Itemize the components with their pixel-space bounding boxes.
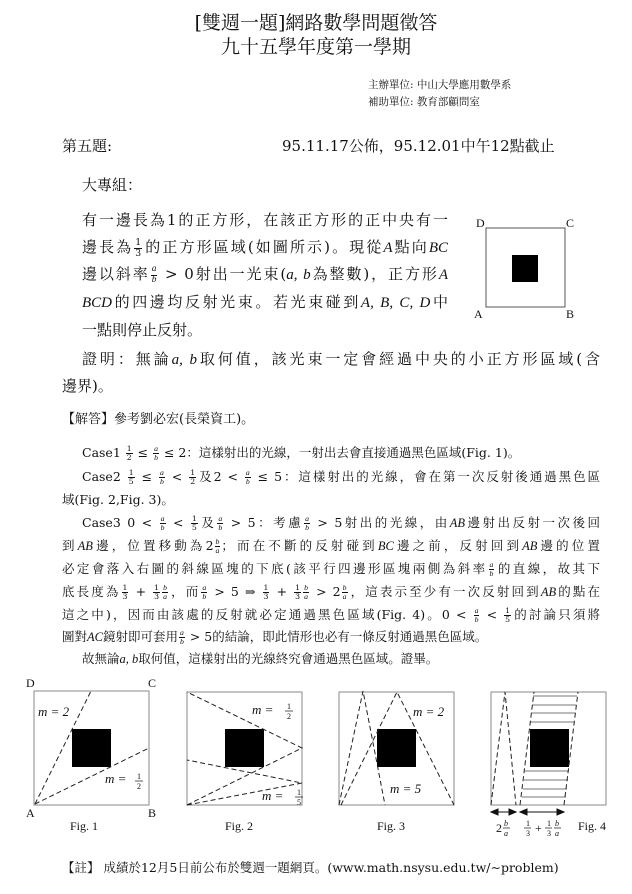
fraction-numerator: a <box>154 444 158 454</box>
text-run: 必定會落入右圖的斜線區塊的下底(該平行四邊形區塊兩側為斜率 <box>62 561 488 576</box>
text-run: < <box>480 607 504 622</box>
text-run: < <box>166 515 190 530</box>
text-run: ；而在不斷的反射碰到 <box>221 538 378 553</box>
text-run: 到 <box>62 538 78 553</box>
fig1-center <box>72 729 111 767</box>
fraction-denominator: b <box>218 523 223 532</box>
fraction-denominator: 2 <box>126 453 132 462</box>
text-run: 的四邊均反射光束。若光束碰到 <box>112 293 361 311</box>
fraction-denominator: b <box>160 477 164 486</box>
fig1-frac-num: 1 <box>137 772 141 781</box>
math-variable: AB <box>540 585 557 599</box>
math-variable: AB <box>449 516 466 530</box>
title-line-2: 九十五學年度第一學期 <box>220 36 411 58</box>
text-run: 取何值，這樣射出的光線終究會通過黑色區域。證畢。 <box>138 651 439 666</box>
fig4-width1: 2 <box>496 821 502 835</box>
text-run: > 2 <box>309 584 341 599</box>
math-variable: a, b <box>119 652 139 666</box>
fig2-label-m-fifth: m = <box>262 788 284 803</box>
text-run: 一點則停止反射。 <box>82 321 203 339</box>
math-variable: a, b <box>286 267 311 283</box>
fraction-denominator: 3 <box>135 247 142 259</box>
text-run: 邊長為 <box>82 238 134 256</box>
fraction-denominator: b <box>305 523 309 532</box>
text-run: 邊以斜率 <box>82 265 150 283</box>
fraction-denominator: b <box>474 615 479 624</box>
fig4-w1-den: a <box>504 829 508 838</box>
fig2-center <box>225 729 264 767</box>
text-run: ≤ <box>133 445 153 460</box>
text-run: 取何值，該光束一定會經過中央的小正方形區域(含 <box>197 350 600 368</box>
math-variable: BC <box>377 539 394 553</box>
fraction-numerator: 1 <box>295 583 301 593</box>
text-run: 邊，位置移動為2 <box>92 538 214 553</box>
fraction-numerator: 1 <box>128 468 134 478</box>
fraction-numerator: a <box>474 606 479 616</box>
fraction-numerator: a <box>202 583 207 593</box>
text-run: > 5的結論，即此情形也必有一條反射通過黑色區域。 <box>185 629 488 644</box>
text-run: > 5 ⇒ <box>208 584 262 599</box>
fraction-denominator: 5 <box>191 523 197 532</box>
footer-note: 【註】 成績於12月5日前公布於雙週一題網頁。(www.math.nsysu.edu.tw/∼problem) <box>62 860 559 875</box>
fraction-numerator: 1 <box>122 583 128 593</box>
organizer: 主辦單位: 中山大學應用數學系 <box>368 79 512 91</box>
text-run: 邊射出反射一次後回 <box>465 515 601 530</box>
fig3-caption: Fig. 3 <box>377 819 406 833</box>
text-run: 的正方形區域(如圖所示)。現從 <box>143 238 384 256</box>
math-variable: A <box>438 267 448 283</box>
fig1-caption: Fig. 1 <box>70 819 99 833</box>
fraction-denominator: b <box>180 637 184 646</box>
text-run: 中 <box>430 293 448 311</box>
fig2-frac1-den: 2 <box>287 712 291 721</box>
problem-number: 第五題: <box>62 137 113 155</box>
fig1-label-m-half: m = <box>105 771 127 786</box>
fig-4 <box>491 692 606 838</box>
fraction-denominator: a <box>215 546 220 555</box>
fig1-label-m2: m = 2 <box>38 704 70 719</box>
text-run: 邊之前，反射回到 <box>393 538 523 553</box>
text-run: ≤ <box>135 469 158 484</box>
fig1-label-d: D <box>26 676 35 690</box>
math-variable: A <box>383 240 393 256</box>
text-run: ≤ 5：這樣射出的光線，會在第一次反射後通過黑色區 <box>251 469 601 484</box>
fig4-w2-c-num: b <box>555 819 559 828</box>
label-a: A <box>474 307 483 321</box>
text-run: 證明：無論 <box>82 350 172 368</box>
fraction-numerator: 1 <box>191 514 197 524</box>
math-variable: BC <box>428 240 448 256</box>
fraction-numerator: b <box>304 583 308 593</box>
fraction-denominator: b <box>245 477 250 486</box>
fraction-denominator: a <box>342 592 347 601</box>
title-line-1: [雙週一題]網路數學問題徵答 <box>194 12 438 34</box>
text-run: ≤ 2：這樣射出的光線，一射出去會直接通過黑色區域(Fig. 1)。 <box>160 445 521 460</box>
text-run: 底長度為 <box>62 584 121 599</box>
fig4-w2-plus: + <box>535 821 542 835</box>
fraction-numerator: a <box>218 514 223 524</box>
fig3-label-m5: m = 5 <box>390 781 422 796</box>
fraction-numerator: b <box>215 537 220 547</box>
text-run: > 5射出的光線，由 <box>310 515 450 530</box>
co-organizer: 補助單位: 教育部顧問室 <box>368 96 480 108</box>
fig4-w2-b-den: 3 <box>547 829 551 838</box>
fig-1 <box>26 676 156 833</box>
text-run: 的點在 <box>556 584 600 599</box>
text-run: > 0射出一光束( <box>158 265 287 283</box>
fraction-denominator: b <box>160 523 165 532</box>
fraction-denominator: b <box>154 453 158 462</box>
fig4-w2-a-num: 1 <box>526 819 530 828</box>
text-run: 域(Fig. 2,Fig. 3)。 <box>62 492 174 507</box>
fraction-numerator: 1 <box>126 444 132 454</box>
text-run: Case1 <box>82 445 125 460</box>
text-run: 的討論只須將 <box>512 607 600 622</box>
text-run: 故無論 <box>82 651 120 666</box>
fig4-arrows <box>491 809 564 815</box>
fraction-numerator: a <box>151 264 157 275</box>
text-run: Case3 0 < <box>82 515 159 530</box>
fig1-frac-den: 2 <box>137 782 141 791</box>
fig2-caption: Fig. 2 <box>225 819 254 833</box>
fraction-numerator: 1 <box>505 606 511 616</box>
problem-figure <box>474 216 574 321</box>
fraction-denominator: 3 <box>122 592 128 601</box>
text-run: 點向 <box>392 238 429 256</box>
math-variable: AB <box>77 539 93 553</box>
fraction-numerator: 1 <box>154 583 160 593</box>
math-variable: a, b <box>171 352 198 368</box>
fraction-numerator: b <box>163 583 167 593</box>
fig4-w2-c-den: a <box>555 829 559 838</box>
text-run: 鏡射即可套用 <box>103 629 179 644</box>
fig4-center <box>530 729 569 767</box>
text-run: ，而 <box>168 584 201 599</box>
text-run: ，這表示至少有一次反射回到 <box>348 584 541 599</box>
center-square <box>512 255 538 282</box>
fraction-numerator: a <box>160 468 164 478</box>
fraction-numerator: a <box>180 628 184 638</box>
fig2-label-m-half: m = <box>252 702 274 717</box>
answer-heading: 【解答】參考劉必宏(長榮資工)。 <box>62 412 255 427</box>
math-variable: A, B, C, D <box>360 295 431 311</box>
fig3-center <box>377 729 416 767</box>
fig4-zigzag-ray <box>491 692 516 805</box>
fig2-frac1-num: 1 <box>287 702 291 711</box>
text-run: 及 <box>198 515 217 530</box>
text-run: 有一邊長為1的正方形，在該正方形的正中央有一 <box>82 211 448 229</box>
fraction-numerator: a <box>160 514 165 524</box>
fig4-w2-a-den: 3 <box>526 829 530 838</box>
fraction-denominator: a <box>304 592 308 601</box>
text-run: 邊的位置 <box>537 538 600 553</box>
fraction-numerator: a <box>489 560 494 570</box>
label-b: B <box>566 307 575 321</box>
text-run: 圖對 <box>62 629 88 644</box>
text-run: < <box>165 469 189 484</box>
fraction-denominator: 5 <box>505 615 511 624</box>
text-run: > 5：考慮 <box>224 515 304 530</box>
fig1-label-a: A <box>26 806 35 820</box>
fig2-frac2-den: 5 <box>297 798 301 807</box>
fraction-numerator: b <box>342 583 347 593</box>
fraction-denominator: 5 <box>128 477 134 486</box>
fig4-caption: Fig. 4 <box>578 819 607 833</box>
fig2-frac2-num: 1 <box>297 788 301 797</box>
fig4-w2-b-num: 1 <box>547 819 551 828</box>
math-variable: AB <box>522 539 538 553</box>
text-run: 的直線，故其下 <box>495 561 600 576</box>
text-run: 及2 < <box>197 469 244 484</box>
text-run: 這之中)，因而由該處的反射就必定通過黑色區域(Fig. 4)。0 < <box>62 607 473 622</box>
text-run: Case2 <box>82 469 127 484</box>
text-run: 邊界)。 <box>62 377 113 395</box>
fraction-numerator: 1 <box>190 468 196 478</box>
fraction-denominator: b <box>202 592 207 601</box>
fraction-denominator: 3 <box>154 592 160 601</box>
fig1-label-b: B <box>148 806 157 820</box>
fraction-denominator: a <box>163 592 167 601</box>
text-run: + <box>129 584 153 599</box>
fraction-numerator: 1 <box>135 237 142 249</box>
math-variable: AC <box>87 630 103 644</box>
fig3-label-m2: m = 2 <box>413 704 445 719</box>
fraction-denominator: 3 <box>295 592 301 601</box>
problem-dates: 95.11.17公佈，95.12.01中午12點截止 <box>282 137 555 155</box>
fraction-denominator: b <box>151 274 157 285</box>
fraction-denominator: 3 <box>263 592 269 601</box>
math-variable: BCD <box>82 295 112 311</box>
fraction-numerator: a <box>305 514 309 524</box>
label-d: D <box>476 216 485 230</box>
group-label: 大專組： <box>82 176 143 194</box>
text-run: + <box>270 584 294 599</box>
fig4-w1-num: b <box>504 819 508 828</box>
fig-2 <box>187 692 303 833</box>
text-run: 為整數)，正方形 <box>310 265 439 283</box>
fig1-label-c: C <box>148 676 157 690</box>
fraction-numerator: 1 <box>263 583 269 593</box>
fraction-denominator: b <box>489 569 494 578</box>
fraction-numerator: a <box>245 468 250 478</box>
fraction-denominator: 2 <box>190 477 196 486</box>
label-c: C <box>566 216 575 230</box>
fig-3 <box>339 691 454 833</box>
